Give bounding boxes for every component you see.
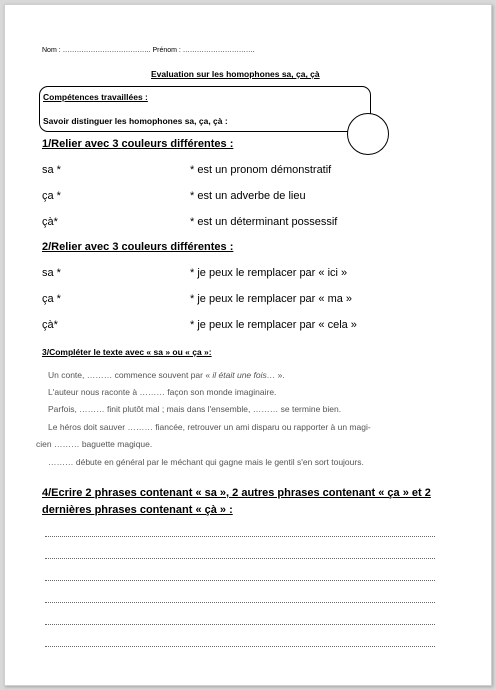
ex2-left-item: çà*: [42, 319, 58, 331]
name-firstname-line: Nom : ……………………………….. Prénom : ………………………….: [42, 47, 255, 54]
ex1-left-item: ça *: [42, 190, 61, 202]
ex2-left-item: ça *: [42, 293, 61, 305]
ex2-right-item: * je peux le remplacer par « ici »: [190, 267, 348, 279]
competences-label: Compétences travaillées :: [43, 92, 148, 102]
ex2-title: 2/Relier avec 3 couleurs différentes :: [42, 241, 234, 253]
ex3-text-part: Un conte, ……… commence souvent par «: [48, 370, 213, 380]
ex2-right-item: * je peux le remplacer par « ma »: [190, 293, 353, 305]
ex3-text-line: Le héros doit sauver ……… fiancée, retrouver un ami disparu ou rapporter à un magi-: [48, 422, 371, 432]
competences-skill: Savoir distinguer les homophones sa, ça, çà :: [43, 116, 228, 126]
ex3-text-italic: il était une fois…: [212, 370, 276, 380]
ex2-right-item: * je peux le remplacer par « cela »: [190, 319, 357, 331]
worksheet-title: Evaluation sur les homophones sa, ça, çà: [151, 69, 320, 79]
ex3-title-prefix: 3/Compléter le texte: [42, 347, 123, 357]
writing-line[interactable]: [45, 646, 435, 647]
ex3-text-line: L'auteur nous raconte à ……… façon son monde imaginaire.: [48, 387, 277, 397]
ex3-title: [42, 347, 212, 357]
ex3-text-part: ».: [275, 370, 285, 380]
ex1-right-item: * est un déterminant possessif: [190, 216, 338, 228]
writing-line[interactable]: [45, 580, 435, 581]
writing-line[interactable]: [45, 624, 435, 625]
ex1-left-item: sa *: [42, 164, 61, 176]
writing-line[interactable]: [45, 558, 435, 559]
ex3-text-line: Parfois, ……… finit plutôt mal ; mais dans l'ensemble, ……… se termine bien.: [48, 404, 342, 414]
ex3-text-line: [48, 367, 285, 385]
ex1-right-item: * est un adverbe de lieu: [190, 190, 306, 202]
ex1-title: 1/Relier avec 3 couleurs différentes :: [42, 138, 234, 150]
ex1-left-item: çà*: [42, 216, 58, 228]
writing-line[interactable]: [45, 602, 435, 603]
ex4-title: 4/Ecrire 2 phrases contenant « sa », 2 autres phrases contenant « ça » et 2 dernières phrases contenant « çà » :: [42, 487, 431, 516]
ex3-text-line: ……… débute en général par le méchant qui gagne mais le gentil s'en sort toujours.: [48, 457, 364, 467]
ex3-text-line: cien ……… baguette magique.: [36, 439, 153, 449]
grade-circle: [347, 113, 389, 155]
writing-line[interactable]: [45, 536, 435, 537]
ex3-title-suffix: avec « sa » ou « ça »:: [122, 347, 212, 357]
worksheet-page: [4, 4, 492, 686]
ex2-left-item: sa *: [42, 267, 61, 279]
ex1-right-item: * est un pronom démonstratif: [190, 164, 332, 176]
